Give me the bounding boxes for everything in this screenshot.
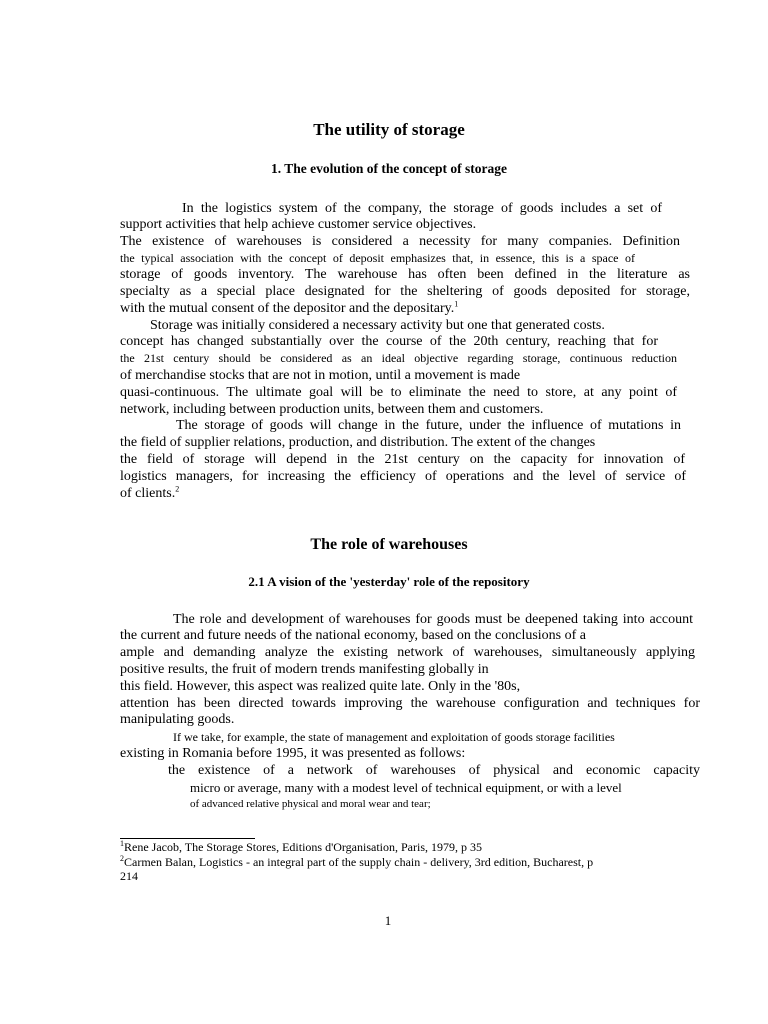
- subsection-heading: 2.1 A vision of the 'yesterday' role of the repository: [248, 574, 530, 589]
- list-item-line: of advanced relative physical and moral wear and tear;: [190, 798, 431, 810]
- paragraph-line: this field. However, this aspect was realized quite late. Only in the '80s,: [120, 679, 521, 694]
- paragraph-line: the current and future needs of the national economy, based on the conclusions of a: [120, 628, 586, 643]
- paragraph-line: In the logistics system of the company, the storage of goods includes a set of: [182, 201, 662, 216]
- paragraph-line: specialty as a special place designated for the sheltering of goods deposited for storage,: [120, 284, 690, 299]
- paragraph-line: the 21st century should be considered as an ideal objective regarding storage, continuous reduction: [120, 351, 677, 365]
- page-number: 1: [384, 913, 392, 928]
- footnote-mark: 2: [120, 854, 124, 863]
- paragraph-line: logistics managers, for increasing the efficiency of operations and the level of service of: [120, 469, 686, 484]
- footnote-text: Carmen Balan, Logistics - an integral part of the supply chain - delivery, 3rd edition, Bucharest, p: [124, 855, 594, 869]
- paragraph-line: the field of storage will depend in the 21st century on the capacity for innovation of: [120, 452, 685, 467]
- page-title: The utility of storage: [313, 120, 465, 139]
- paragraph-text: with the mutual consent of the depositor and the depositary.: [120, 301, 455, 316]
- section-heading-evolution: 1. The evolution of the concept of storage: [271, 161, 507, 176]
- list-item-line: micro or average, many with a modest level of technical equipment, or with a level: [190, 780, 622, 795]
- footnote-mark: 1: [120, 839, 124, 848]
- footnote-2-continued: [120, 869, 138, 884]
- paragraph-line: ample and demanding analyze the existing network of warehouses, simultaneously applying: [120, 645, 695, 660]
- paragraph-line: quasi-continuous. The ultimate goal will be to eliminate the need to store, at any point of: [120, 385, 677, 400]
- footnote-text: 214: [120, 869, 138, 883]
- paragraph-line: attention has been directed towards improving the warehouse configuration and techniques for: [120, 696, 700, 711]
- footnote-text: Rene Jacob, The Storage Stores, Editions d'Organisation, Paris, 1979, p 35: [124, 840, 483, 854]
- paragraph-line: concept has changed substantially over the course of the 20th century, reaching that for: [120, 334, 658, 349]
- paragraph-line: [120, 485, 179, 502]
- paragraph-line: Storage was initially considered a necessary activity but one that generated costs.: [150, 318, 605, 333]
- paragraph-line: The existence of warehouses is considered a necessity for many companies. Definition: [120, 234, 680, 249]
- paragraph-line: [120, 300, 458, 317]
- paragraph-line: the typical association with the concept of deposit emphasizes that, in essence, this is a space of: [120, 251, 635, 265]
- paragraph-line: existing in Romania before 1995, it was presented as follows:: [120, 746, 466, 761]
- section-heading-role: The role of warehouses: [310, 536, 468, 553]
- paragraph-line: The role and development of warehouses for goods must be deepened taking into account: [173, 612, 693, 627]
- paragraph-line: the field of supplier relations, production, and distribution. The extent of the changes: [120, 435, 596, 450]
- paragraph-line: manipulating goods.: [120, 712, 235, 727]
- list-item-line: the existence of a network of warehouses of physical and economic capacity: [168, 763, 700, 778]
- footnote-ref-1: 1: [454, 299, 459, 309]
- footnote-1: [120, 840, 482, 855]
- paragraph-line: If we take, for example, the state of management and exploitation of goods storage facilities: [173, 730, 615, 744]
- footnote-separator: [120, 838, 255, 839]
- paragraph-line: support activities that help achieve customer service objectives.: [120, 217, 477, 232]
- paragraph-line: network, including between production units, between them and customers.: [120, 402, 544, 417]
- paragraph-line: storage of goods inventory. The warehouse has often been defined in the literature as: [120, 267, 690, 282]
- footnote-ref-2: 2: [175, 484, 180, 494]
- footnote-2: [120, 855, 593, 870]
- paragraph-line: The storage of goods will change in the future, under the influence of mutations in: [176, 418, 681, 433]
- paragraph-text: of clients.: [120, 486, 176, 501]
- paragraph-line: positive results, the fruit of modern trends manifesting globally in: [120, 662, 489, 677]
- paragraph-line: of merchandise stocks that are not in motion, until a movement is made: [120, 368, 521, 383]
